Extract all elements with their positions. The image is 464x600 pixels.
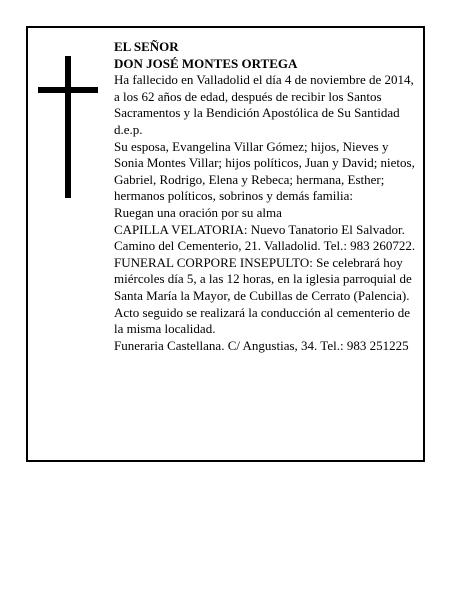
- deceased-name: DON JOSÉ MONTES ORTEGA: [114, 55, 298, 71]
- funeral-home-info: Funeraria Castellana. C/ Angustias, 34. Tel.: 983 251225: [114, 337, 409, 353]
- funeral-info: FUNERAL CORPORE INSEPULTO: Se celebrará hoy miércoles día 5, a las 12 horas, en la iglesia parroquial de Santa María la Mayor, de Cubillas de Cerrato (Palencia). Acto seguido se realizará la conducción al cementerio de la misma localidad.: [114, 254, 412, 337]
- dep-line: d.e.p.: [114, 121, 143, 137]
- cross-icon: [38, 56, 98, 198]
- cross-vertical-bar: [65, 56, 71, 198]
- death-announcement: Ha fallecido en Valladolid el día 4 de noviembre de 2014, a los 62 años de edad, después de recibir los Santos Sacramentos y la Bendición Apostólica de Su Santidad: [114, 72, 414, 121]
- obituary-title: EL SEÑOR: [114, 39, 179, 54]
- obituary-text: [114, 39, 420, 354]
- prayer-line: Ruegan una oración por su alma: [114, 204, 282, 220]
- obituary-notice: [26, 26, 425, 462]
- cross-horizontal-bar: [38, 87, 98, 93]
- family-list: Su esposa, Evangelina Villar Gómez; hijos, Nieves y Sonia Montes Villar; hijos políticos, Juan y David; nietos, Gabriel, Rodrigo, Elena y Rebeca; hermana, Esther; hermanos políticos, sobrinos y demás familia:: [114, 138, 415, 204]
- chapel-info: CAPILLA VELATORIA: Nuevo Tanatorio El Salvador. Camino del Cementerio, 21. Valladolid. Tel.: 983 260722.: [114, 221, 416, 254]
